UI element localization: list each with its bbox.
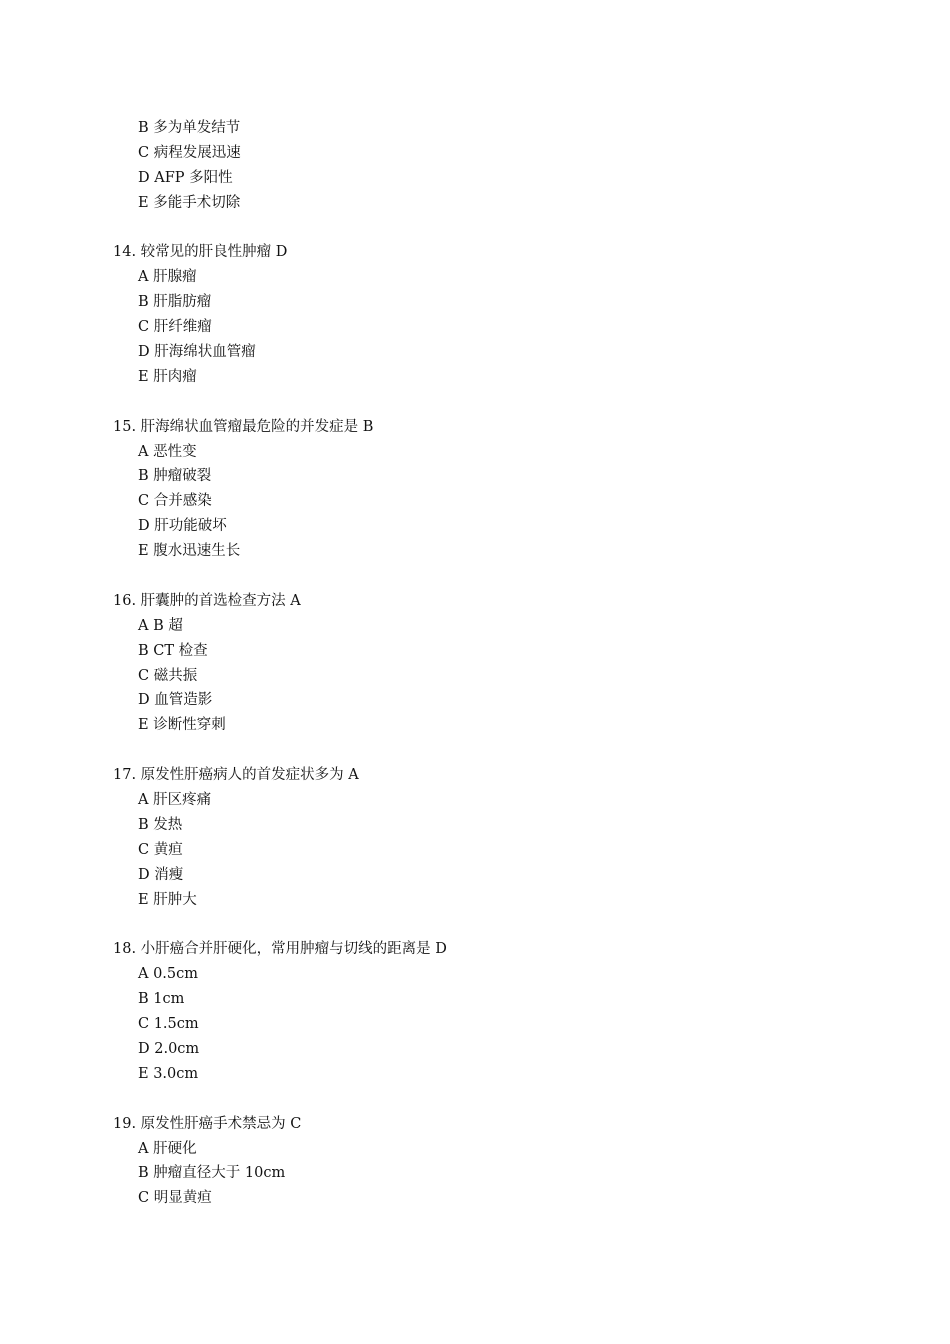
question-spacer (113, 390, 873, 415)
answer-option: A 0.5cm (138, 966, 199, 983)
answer-option: C 病程发展迅速 (138, 144, 241, 161)
question-stem: 16. 肝囊肿的首选检查方法 A (113, 592, 301, 609)
answer-option: C 合并感染 (138, 493, 212, 510)
answer-option: B CT 检查 (138, 642, 208, 659)
question-block (113, 415, 873, 564)
answer-option: A 肝区疼痛 (138, 792, 212, 809)
answer-option: D 肝功能破坏 (138, 518, 227, 535)
question-block (113, 937, 873, 1086)
answer-option: C 1.5cm (138, 1016, 199, 1033)
question-stem: 17. 原发性肝癌病人的首发症状多为 A (113, 767, 359, 784)
question-block (113, 1112, 873, 1212)
question-stem: 14. 较常见的肝良性肿瘤 D (113, 244, 288, 261)
answer-option: C 明显黄疸 (138, 1190, 212, 1207)
answer-option: D AFP 多阳性 (138, 169, 233, 186)
answer-option: D 消瘦 (138, 866, 184, 883)
question-stem: 19. 原发性肝癌手术禁忌为 C (113, 1115, 302, 1132)
question-spacer (113, 216, 873, 241)
answer-option: E 肝肉瘤 (138, 368, 197, 385)
answer-option: B 1cm (138, 991, 185, 1008)
answer-option: D 肝海绵状血管瘤 (138, 344, 256, 361)
answer-option: A 肝硬化 (138, 1140, 197, 1157)
answer-option: B 肿瘤破裂 (138, 468, 212, 485)
question-stem: 15. 肝海绵状血管瘤最危险的并发症是 B (113, 418, 374, 435)
answer-option: B 肿瘤直径大于 10cm (138, 1165, 286, 1182)
answer-option: E 腹水迅速生长 (138, 543, 241, 560)
answer-option: E 肝肿大 (138, 891, 197, 908)
answer-option: B 发热 (138, 816, 183, 833)
answer-option: E 诊断性穿刺 (138, 717, 226, 734)
answer-option: A 恶性变 (138, 443, 197, 460)
question-spacer (113, 738, 873, 763)
answer-option: B 肝脂肪瘤 (138, 294, 212, 311)
answer-option: E 3.0cm (138, 1065, 199, 1082)
answer-option: A 肝腺瘤 (138, 269, 197, 286)
answer-option: D 2.0cm (138, 1040, 200, 1057)
question-spacer (113, 1087, 873, 1112)
question-spacer (113, 564, 873, 589)
question-block (113, 240, 873, 389)
question-block (113, 589, 873, 738)
answer-option: C 肝纤维瘤 (138, 319, 212, 336)
question-stem: 18. 小肝癌合并肝硬化，常用肿瘤与切线的距离是 D (113, 941, 447, 958)
question-block (113, 116, 873, 216)
answer-option: A B 超 (138, 617, 183, 634)
question-list (113, 116, 873, 1211)
answer-option: E 多能手术切除 (138, 194, 241, 211)
answer-option: C 磁共振 (138, 667, 198, 684)
answer-option: D 血管造影 (138, 692, 213, 709)
answer-option: B 多为单发结节 (138, 120, 241, 136)
question-spacer (113, 913, 873, 938)
question-block (113, 763, 873, 912)
answer-option: C 黄疸 (138, 841, 183, 858)
